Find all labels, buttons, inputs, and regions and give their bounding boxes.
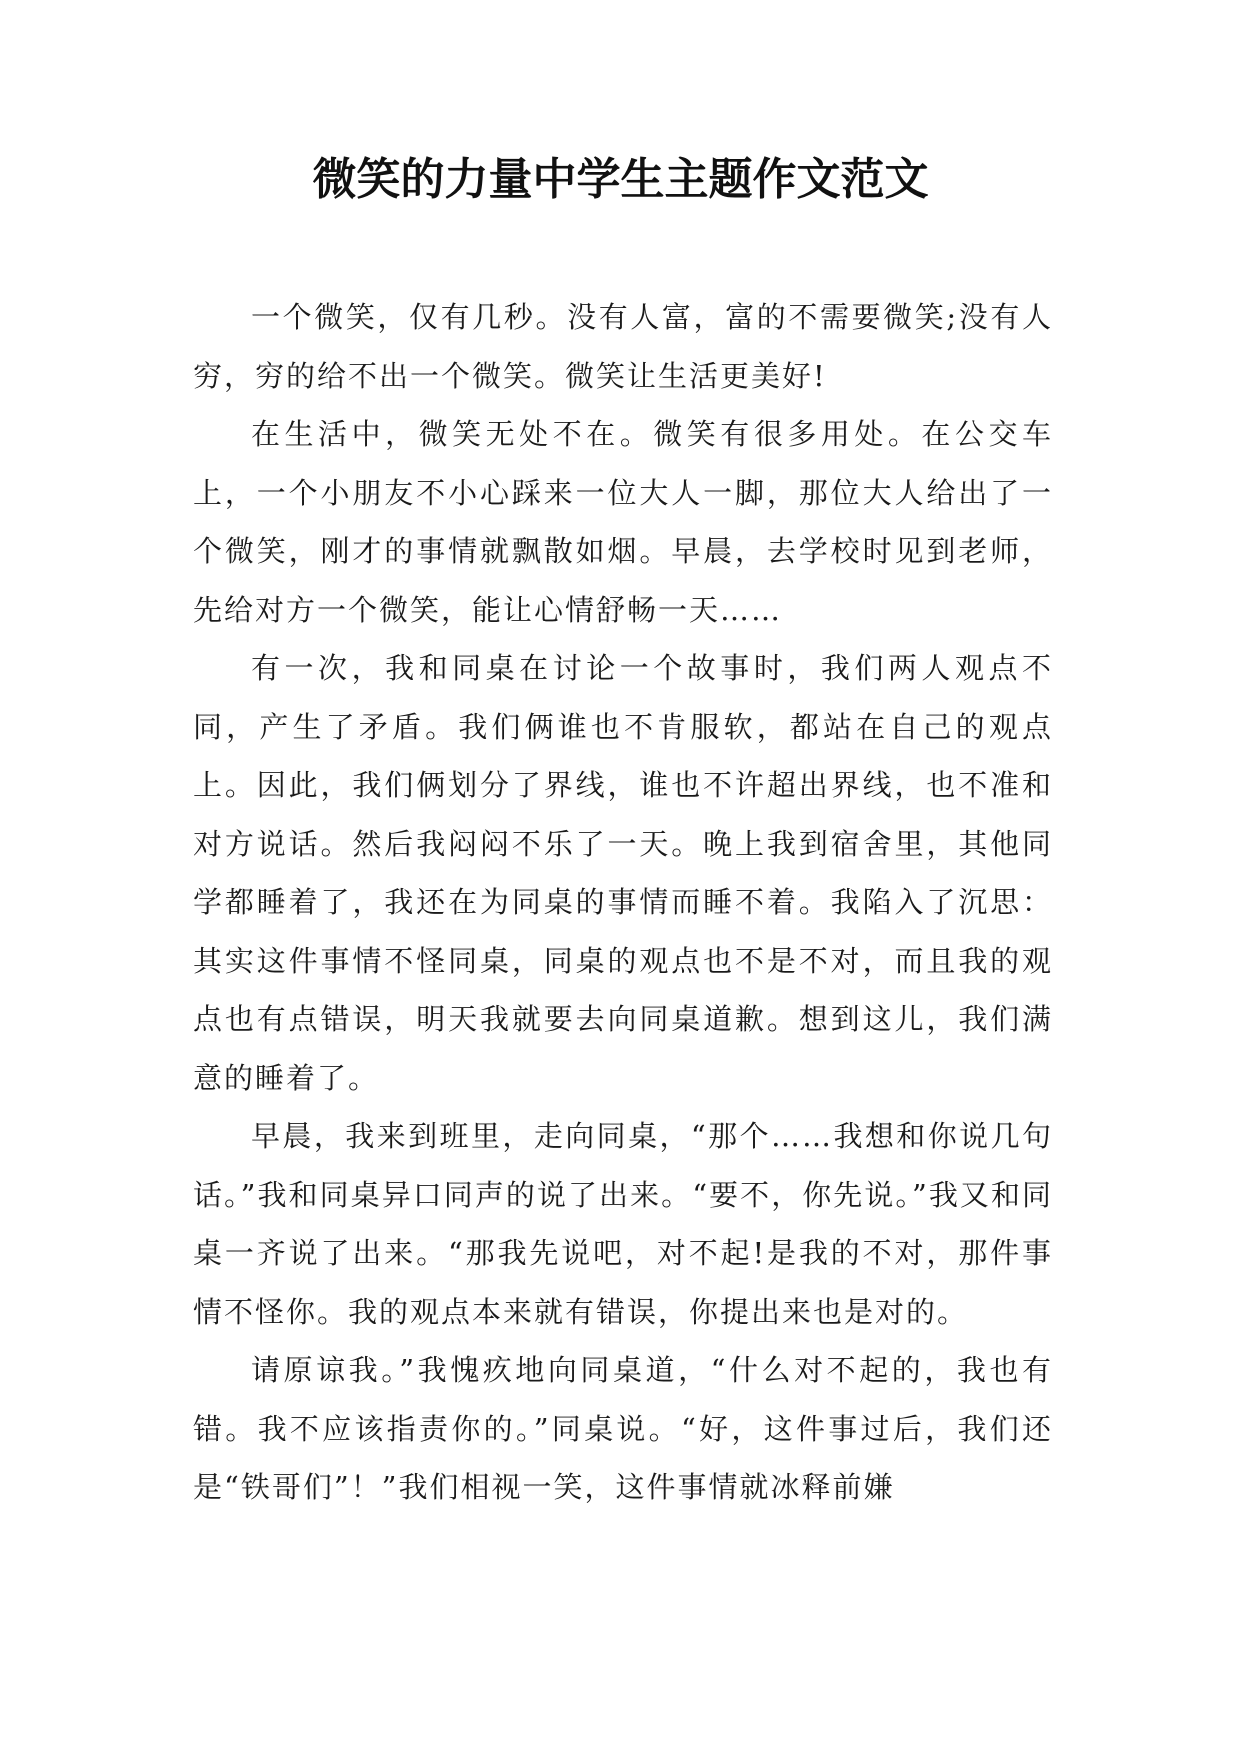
paragraph-5: 请原谅我。”我愧疚地向同桌道，“什么对不起的，我也有错。我不应该指责你的。”同桌说。“好，这件事过后，我们还是“铁哥们”！”我们相视一笑，这件事情就冰释前嫌 [193,1353,1053,1504]
paragraph-4: 早晨，我来到班里，走向同桌，“那个……我想和你说几句话。”我和同桌异口同声的说了出来。“要不，你先说。”我又和同桌一齐说了出来。“那我先说吧，对不起!是我的不对，那件事情不怪你。我的观点本来就有错误，你提出来也是对的。 [193,1119,1053,1329]
paragraph-3: 有一次，我和同桌在讨论一个故事时，我们两人观点不同，产生了矛盾。我们俩谁也不肯服软，都站在自己的观点上。因此，我们俩划分了界线，谁也不许超出界线，也不准和对方说话。然后我闷闷不乐了一天。晚上我到宿舍里，其他同学都睡着了，我还在为同桌的事情而睡不着。我陷入了沉思：其实这件事情不怪同桌，同桌的观点也不是不对，而且我的观点也有点错误，明天我就要去向同桌道歉。想到这儿，我们满意的睡着了。 [193,651,1053,1095]
paragraph-2: 在生活中，微笑无处不在。微笑有很多用处。在公交车上，一个小朋友不小心踩来一位大人一脚，那位大人给出了一个微笑，刚才的事情就飘散如烟。早晨，去学校时见到老师，先给对方一个微笑，能让心情舒畅一天…… [193,417,1053,627]
document-body [193,288,1053,1517]
paragraph-1: 一个微笑，仅有几秒。没有人富，富的不需要微笑;没有人穷，穷的给不出一个微笑。微笑让生活更美好! [193,300,1053,393]
document-title: 微笑的力量中学生主题作文范文 [312,154,929,205]
